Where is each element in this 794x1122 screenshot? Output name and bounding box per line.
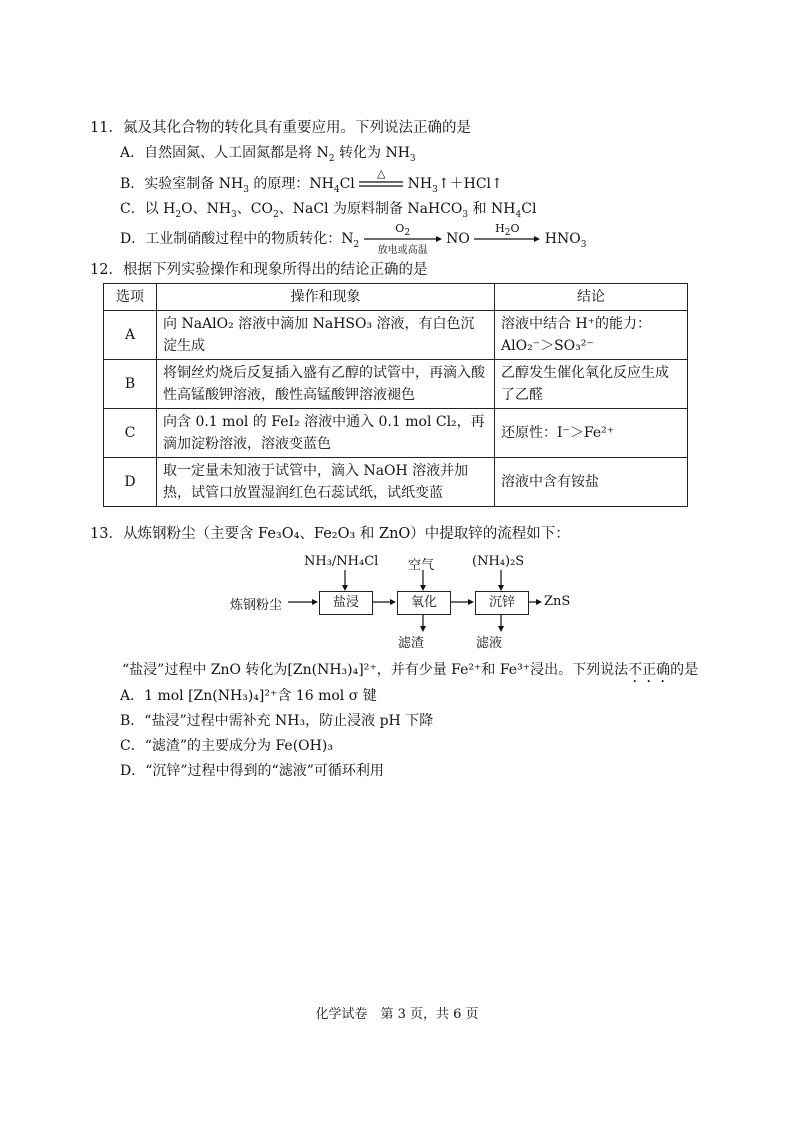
q11-stem-text: 氮及其化合物的转化具有重要应用。下列说法正确的是 <box>122 120 471 136</box>
header-conclusion: 结论 <box>495 284 688 311</box>
flow-reagent-3: (NH₄)₂S <box>472 554 525 569</box>
flow-residue-label: 滤渣 <box>398 636 425 651</box>
page-footer: 化学试卷 第 3 页，共 6 页 <box>315 1007 479 1022</box>
table-row <box>104 311 688 360</box>
q13-flowchart <box>230 552 590 652</box>
flow-step-salt-leach: 盐浸 <box>319 591 373 615</box>
row-operation: 取一定量未知液于试管中，滴入 NaOH 溶液并加热，试管口放置湿润红色石蕊试纸，试纸变蓝 <box>157 458 495 507</box>
q13-stem-text: 从炼钢粉尘（主要含 Fe₃O₄、Fe₂O₃ 和 ZnO）中提取锌的流程如下： <box>122 526 570 542</box>
q13-number: 13． <box>90 526 123 542</box>
q11-option-b: B．实验室制备 $NH_3$ 的原理：$NH_4Cl$ △ $NH_3↑+HCl↑$ <box>120 167 503 195</box>
flow-step-precipitate-zinc: 沉锌 <box>475 591 529 615</box>
row-option: A <box>104 311 157 360</box>
reaction-arrow-1: $O_2$ 放电或高温 <box>364 235 442 243</box>
q13-description: “盐浸”过程中 ZnO 转化为[Zn(NH₃)₄]²⁺，并有少量 Fe²⁺和 Fe³⁺浸出。下列说法不正确的是 <box>122 662 699 678</box>
flow-reagent-2: 空气 <box>408 558 435 573</box>
row-operation: 向含 0.1 mol 的 FeI₂ 溶液中通入 0.1 mol Cl₂，再滴加淀粉溶液，溶液变蓝色 <box>157 409 495 458</box>
row-option: B <box>104 360 157 409</box>
flow-reagent-1: NH₃/NH₄Cl <box>304 554 379 569</box>
row-option: D <box>104 458 157 507</box>
q12-stem-text: 根据下列实验操作和现象所得出的结论正确的是 <box>122 262 428 278</box>
row-operation: 向 NaAlO₂ 溶液中滴加 NaHSO₃ 溶液，有白色沉淀生成 <box>157 311 495 360</box>
emphasis-not-correct: 不正确 <box>628 662 671 678</box>
flow-filtrate-label: 滤液 <box>476 636 503 651</box>
q12-stem <box>90 260 427 280</box>
q13-stem <box>90 524 570 544</box>
q12-table <box>103 283 688 507</box>
flow-step-oxidize: 氧化 <box>397 591 451 615</box>
header-operation: 操作和现象 <box>157 284 495 311</box>
flow-product-label: ZnS <box>544 594 571 609</box>
q11-stem <box>90 118 471 138</box>
q11-option-c: C．以 $H_2O$、$NH_3$、$CO_2$、NaCl 为原料制备 NaHCO$_3$ 和 $NH_4Cl$ <box>120 201 537 220</box>
row-conclusion: 还原性：I⁻＞Fe²⁺ <box>495 409 688 458</box>
row-conclusion: 溶液中结合 H⁺的能力：AlO₂⁻＞SO₃²⁻ <box>495 311 688 360</box>
q11-option-a: A．自然固氮、人工固氮都是将 $N_2$ 转化为 $NH_3$ <box>120 145 416 164</box>
q13-option-b: B．“盐浸”过程中需补充 NH₃，防止浸液 pH 下降 <box>120 713 434 729</box>
table-row <box>104 360 688 409</box>
q13-option-d: D．“沉锌”过程中得到的“滤液”可循环利用 <box>120 763 384 779</box>
heating-equals-sign: △ <box>377 167 386 180</box>
row-option: C <box>104 409 157 458</box>
table-row <box>104 458 688 507</box>
table-row <box>104 409 688 458</box>
q13-option-a: A．1 mol [Zn(NH₃)₄]²⁺含 16 mol σ 键 <box>120 688 377 704</box>
reaction-arrow-2: $H_2O$ <box>474 235 540 243</box>
row-conclusion: 溶液中含有铵盐 <box>495 458 688 507</box>
row-conclusion: 乙醇发生催化氧化反应生成了乙醛 <box>495 360 688 409</box>
q13-option-c: C．“滤渣”的主要成分为 Fe(OH)₃ <box>120 738 333 754</box>
q12-number: 12． <box>90 262 123 278</box>
table-header-row <box>104 284 688 311</box>
q11-option-d: D．工业制硝酸过程中的物质转化：$N_2$ $O_2$ 放电或高温 NO $H_2O$ $HNO_3$ <box>120 222 587 256</box>
q11-number: 11． <box>90 120 123 136</box>
header-option: 选项 <box>104 284 157 311</box>
flow-start-label: 炼钢粉尘 <box>230 598 283 613</box>
row-operation: 将铜丝灼烧后反复插入盛有乙醇的试管中，再滴入酸性高锰酸钾溶液，酸性高锰酸钾溶液褪色 <box>157 360 495 409</box>
